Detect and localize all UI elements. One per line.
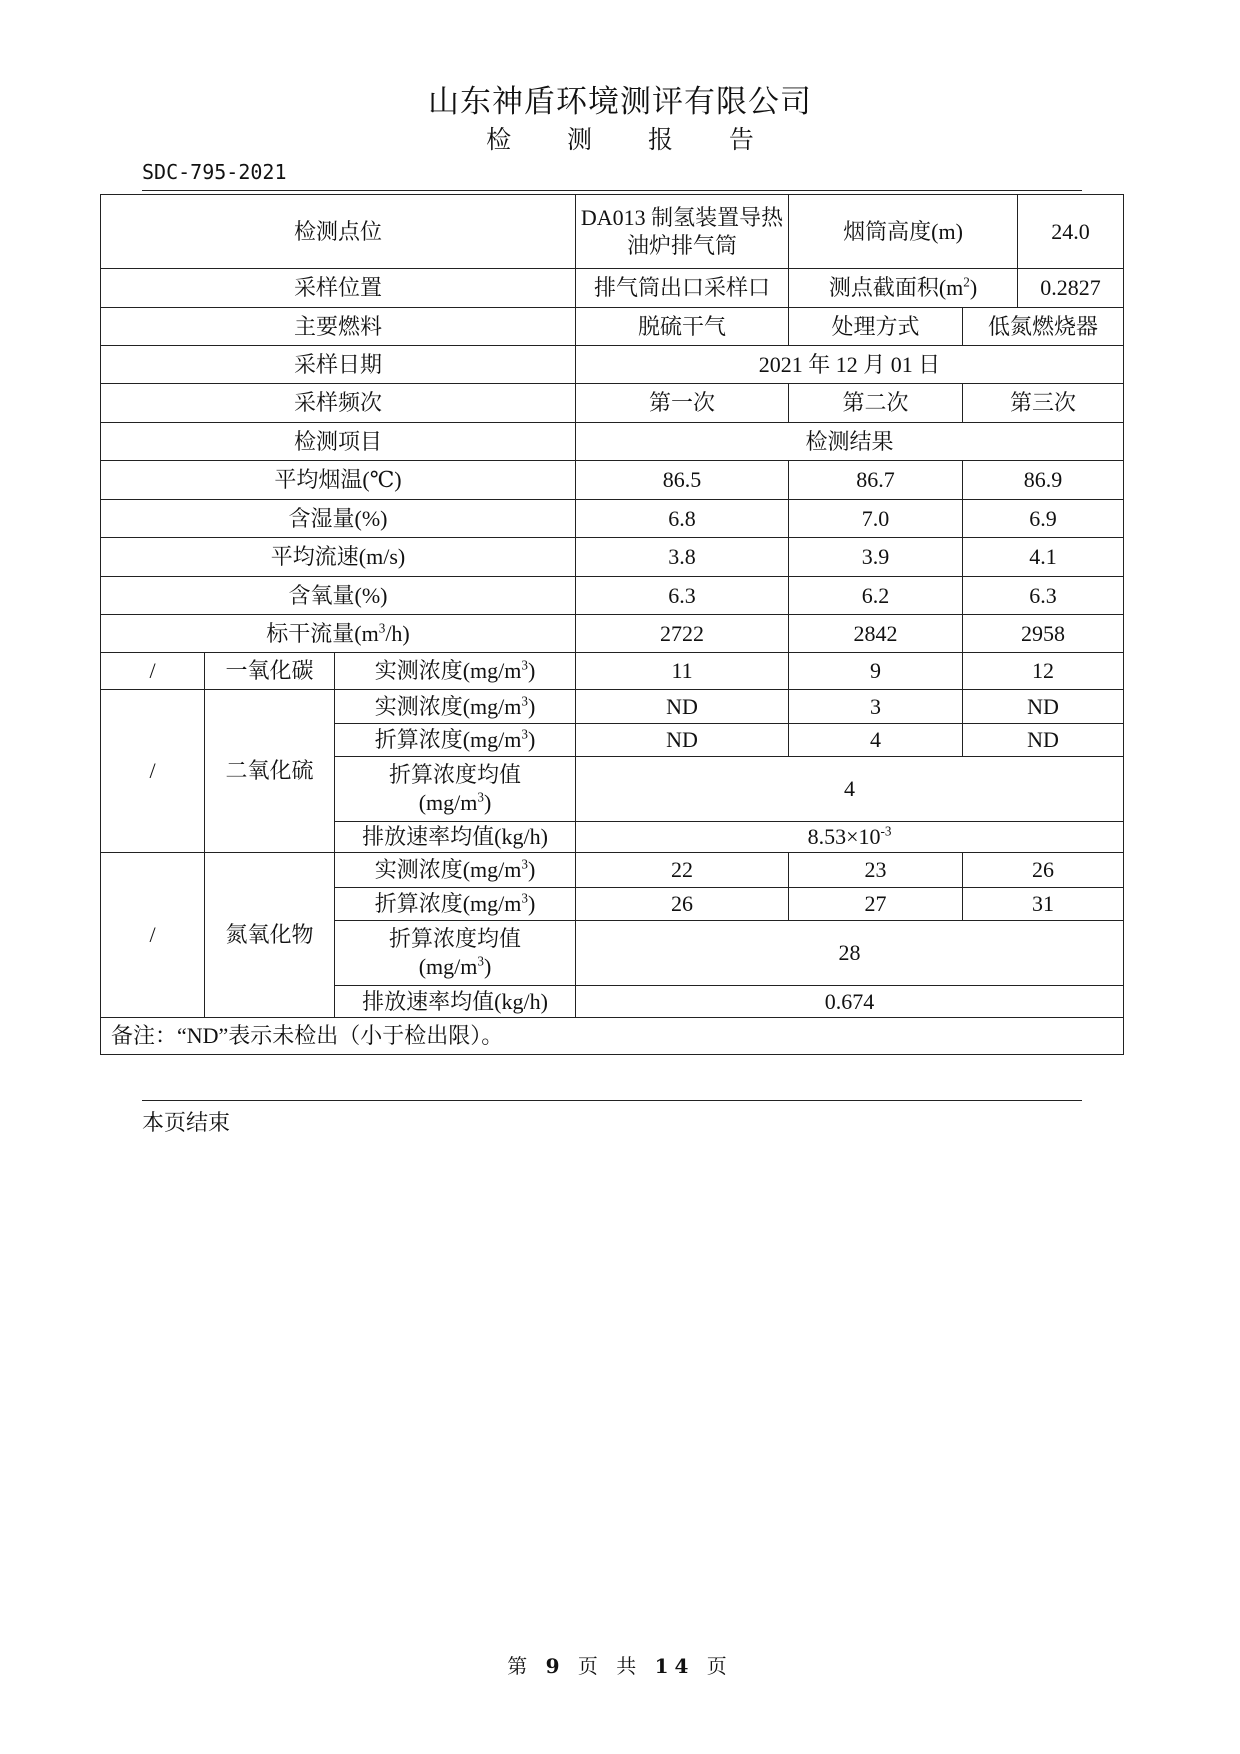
unit-prefix: (mg/m xyxy=(462,693,522,719)
end-of-page-text: 本页结束 xyxy=(142,1111,231,1136)
table-cell: 22 xyxy=(576,853,789,888)
frequency-first: 第一次 xyxy=(576,384,789,423)
avg-temperature-label: 平均烟温(℃) xyxy=(101,461,576,500)
nox-slash: / xyxy=(101,853,205,1018)
treatment-method-value: 低氮燃烧器 xyxy=(963,308,1124,346)
stack-height-value: 24.0 xyxy=(1018,195,1124,269)
test-results-table xyxy=(100,194,1124,1055)
table-row xyxy=(101,500,1124,538)
table-cell: 6.3 xyxy=(963,577,1124,615)
label-text: 折算浓度均值 xyxy=(389,762,522,787)
page-middle: 页 共 xyxy=(577,1654,643,1678)
table-cell: ND xyxy=(963,724,1124,757)
avg-velocity-label: 平均流速(m/s) xyxy=(101,538,576,577)
co-slash: / xyxy=(101,653,205,690)
table-cell: 12 xyxy=(963,653,1124,690)
unit-sup: 3 xyxy=(521,890,528,906)
table-cell: 3 xyxy=(789,690,963,724)
co-name: 一氧化碳 xyxy=(205,653,335,690)
label-text: 折算浓度均值 xyxy=(389,926,522,951)
table-cell: 6.3 xyxy=(576,577,789,615)
table-row xyxy=(101,423,1124,461)
page-prefix: 第 xyxy=(507,1654,534,1678)
unit-sup: 3 xyxy=(477,953,484,969)
page-number xyxy=(0,1650,1240,1679)
unit-sup: 3 xyxy=(521,657,528,673)
monitoring-point-value: DA013 制氢装置导热油炉排气筒 xyxy=(576,195,789,269)
table-cell: 4.1 xyxy=(963,538,1124,577)
sampling-date-value: 2021 年 12 月 01 日 xyxy=(576,346,1124,384)
header-rule xyxy=(142,190,1082,191)
area-label-text: 测点截面积(m xyxy=(828,275,964,300)
report-subtitle: 检 测 报 告 xyxy=(486,125,778,154)
nox-converted-label xyxy=(335,888,576,921)
so2-name: 二氧化硫 xyxy=(205,690,335,853)
unit-prefix: (mg/m xyxy=(462,891,522,916)
table-cell: 27 xyxy=(789,888,963,921)
table-cell: 2722 xyxy=(576,615,789,653)
unit-close: ) xyxy=(527,857,536,882)
oxygen-label: 含氧量(%) xyxy=(101,577,576,615)
nox-name: 氮氧化物 xyxy=(205,853,335,1018)
table-cell: ND xyxy=(963,690,1124,724)
table-cell: 3.9 xyxy=(789,538,963,577)
table-row xyxy=(101,384,1124,423)
sampling-date-label: 采样日期 xyxy=(101,346,576,384)
nox-rate-label: 排放速率均值(kg/h) xyxy=(335,986,576,1018)
test-result-header: 检测结果 xyxy=(576,423,1124,461)
table-cell: 2958 xyxy=(963,615,1124,653)
so2-measured-label xyxy=(335,690,576,724)
unit-prefix: (mg/m xyxy=(418,790,478,815)
main-fuel-value: 脱硫干气 xyxy=(576,308,789,346)
monitoring-point-label: 检测点位 xyxy=(101,195,576,269)
unit-close: ) xyxy=(527,891,536,916)
table-row xyxy=(101,577,1124,615)
cross-section-area-label xyxy=(789,269,1018,308)
page-suffix: 页 xyxy=(706,1654,733,1678)
table-cell: 11 xyxy=(576,653,789,690)
unit-sup: 3 xyxy=(521,693,528,709)
unit-prefix: (mg/m xyxy=(462,727,522,752)
area-label-sup: 2 xyxy=(963,274,970,290)
unit-close: ) xyxy=(483,954,492,979)
unit-close: ) xyxy=(483,790,492,815)
table-cell: 3.8 xyxy=(576,538,789,577)
table-row xyxy=(101,653,1124,690)
table-row xyxy=(101,461,1124,500)
table-cell: 26 xyxy=(576,888,789,921)
table-row xyxy=(101,1018,1124,1055)
so2-avg-value: 4 xyxy=(576,757,1124,822)
so2-avg-label xyxy=(335,757,576,822)
frequency-second: 第二次 xyxy=(789,384,963,423)
footer-rule xyxy=(142,1100,1082,1101)
unit-sup: 3 xyxy=(521,856,528,872)
table-row xyxy=(101,346,1124,384)
main-fuel-label: 主要燃料 xyxy=(101,308,576,346)
sampling-location-label: 采样位置 xyxy=(101,269,576,308)
std-dry-flow-label xyxy=(101,615,576,653)
unit-prefix: (mg/m xyxy=(462,857,522,882)
table-cell: 23 xyxy=(789,853,963,888)
table-cell: 86.9 xyxy=(963,461,1124,500)
total-pages: 14 xyxy=(654,1654,695,1678)
stack-height-label: 烟筒高度(m) xyxy=(789,195,1018,269)
so2-slash: / xyxy=(101,690,205,853)
sampling-location-value: 排气筒出口采样口 xyxy=(576,269,789,308)
table-row xyxy=(101,269,1124,308)
nox-rate-value: 0.674 xyxy=(576,986,1124,1018)
table-row xyxy=(101,538,1124,577)
table-cell: 6.9 xyxy=(963,500,1124,538)
flow-label-sup: 3 xyxy=(378,620,386,636)
unit-sup: 3 xyxy=(521,726,528,742)
table-cell: 26 xyxy=(963,853,1124,888)
label-text: 实测浓度 xyxy=(374,857,463,882)
table-row xyxy=(101,308,1124,346)
so2-rate-value xyxy=(576,822,1124,853)
nox-avg-value: 28 xyxy=(576,921,1124,986)
moisture-label: 含湿量(%) xyxy=(101,500,576,538)
table-cell: 6.8 xyxy=(576,500,789,538)
unit-prefix: (mg/m xyxy=(418,954,478,979)
treatment-method-label: 处理方式 xyxy=(789,308,963,346)
table-cell: 86.5 xyxy=(576,461,789,500)
table-row xyxy=(101,195,1124,269)
table-cell: ND xyxy=(576,690,789,724)
unit-close: ) xyxy=(527,658,536,683)
company-name: 山东神盾环境测评有限公司 xyxy=(428,84,812,120)
table-row xyxy=(101,615,1124,653)
test-item-label: 检测项目 xyxy=(101,423,576,461)
area-label-close: ) xyxy=(969,275,978,300)
nox-measured-label xyxy=(335,853,576,888)
so2-converted-label xyxy=(335,724,576,757)
label-text: 实测浓度 xyxy=(374,693,463,719)
unit-prefix: (mg/m xyxy=(462,658,522,683)
table-cell: 7.0 xyxy=(789,500,963,538)
table-cell: 2842 xyxy=(789,615,963,653)
table-cell: ND xyxy=(576,724,789,757)
frequency-third: 第三次 xyxy=(963,384,1124,423)
label-text: 折算浓度 xyxy=(374,891,463,916)
unit-close: ) xyxy=(527,693,536,719)
flow-label-text: 标干流量(m xyxy=(266,620,379,646)
table-row xyxy=(101,690,1124,724)
table-cell: 9 xyxy=(789,653,963,690)
document-number: SDC-795-2021 xyxy=(142,160,287,184)
unit-sup: 3 xyxy=(477,789,484,805)
table-cell: 4 xyxy=(789,724,963,757)
label-text: 实测浓度 xyxy=(374,658,463,683)
co-measured-label xyxy=(335,653,576,690)
cross-section-area-value: 0.2827 xyxy=(1018,269,1124,308)
unit-close: ) xyxy=(527,727,536,752)
current-page: 9 xyxy=(545,1654,566,1678)
nox-avg-label xyxy=(335,921,576,986)
label-text: 折算浓度 xyxy=(374,727,463,752)
rate-exponent: -3 xyxy=(880,823,892,839)
table-row xyxy=(101,853,1124,888)
rate-base: 8.53×10 xyxy=(807,824,881,849)
flow-label-close: /h) xyxy=(385,620,410,646)
remark-note: 备注：“ND”表示未检出（小于检出限）。 xyxy=(101,1018,1124,1055)
table-cell: 86.7 xyxy=(789,461,963,500)
sampling-frequency-label: 采样频次 xyxy=(101,384,576,423)
so2-rate-label: 排放速率均值(kg/h) xyxy=(335,822,576,853)
table-cell: 6.2 xyxy=(789,577,963,615)
table-cell: 31 xyxy=(963,888,1124,921)
